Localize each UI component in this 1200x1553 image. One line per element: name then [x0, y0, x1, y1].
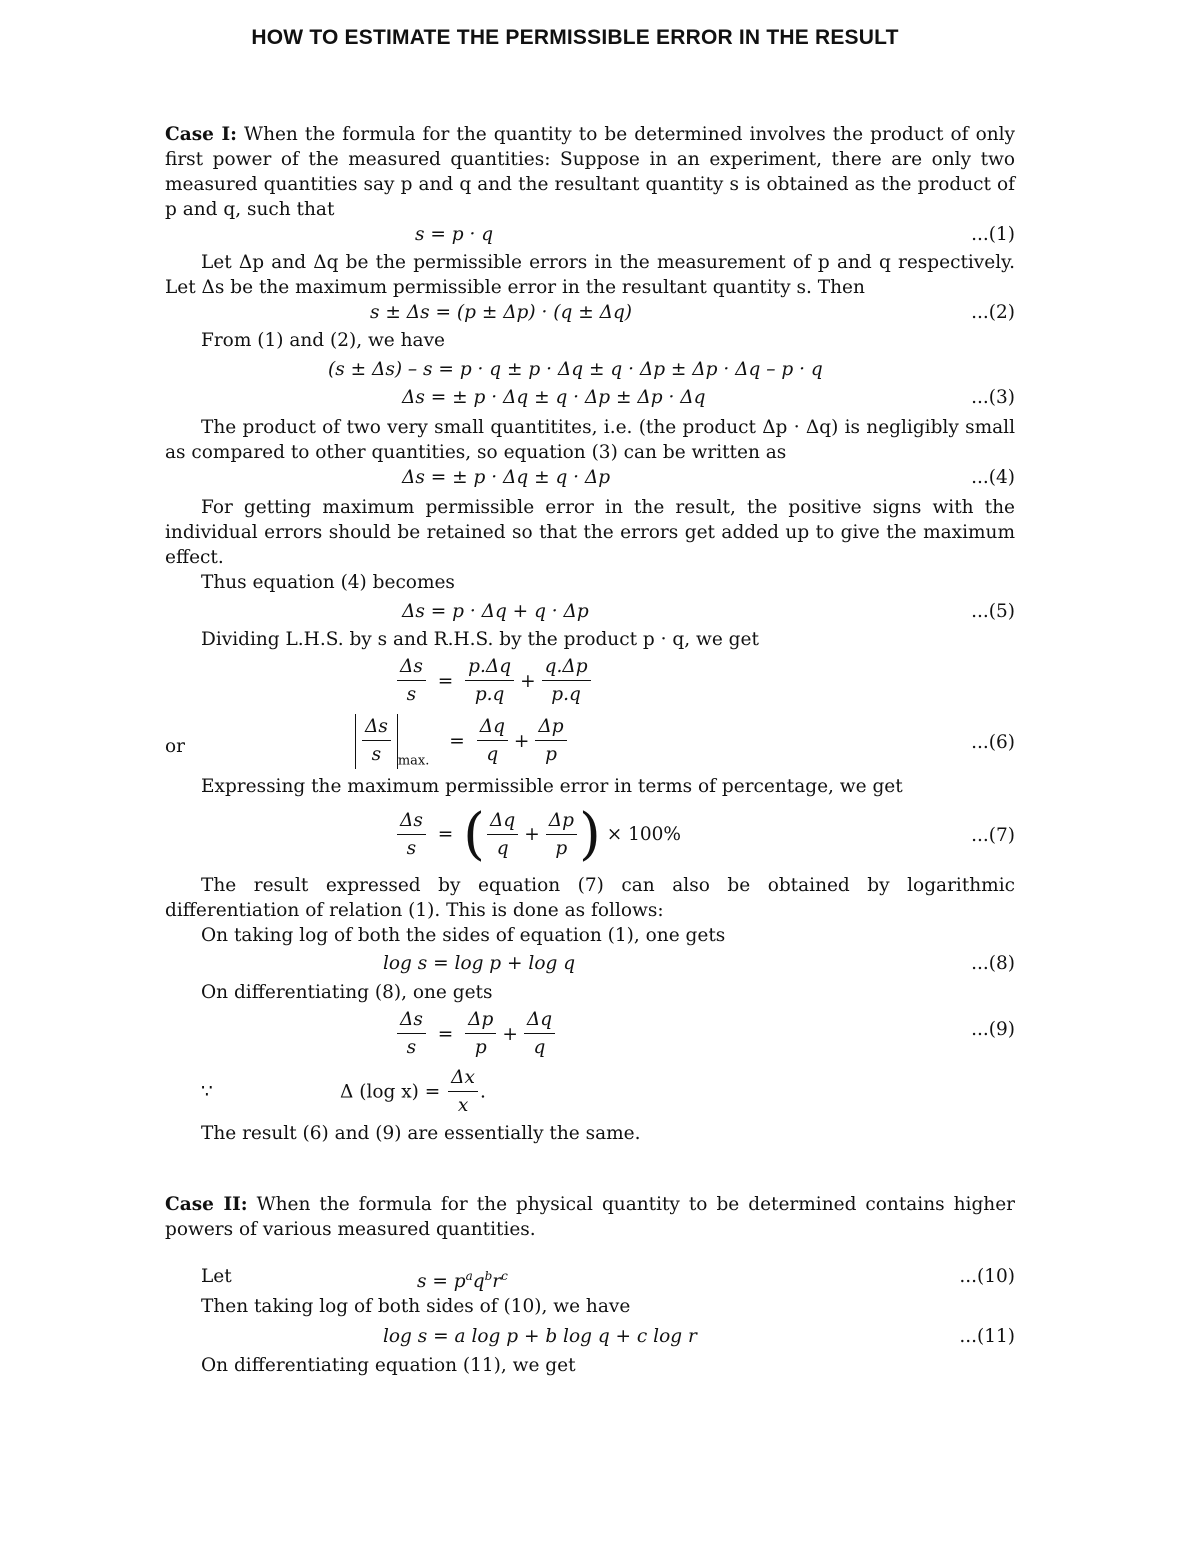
paragraph: On taking log of both the sides of equation (1), one gets	[201, 925, 726, 946]
exponent-c: c	[501, 1269, 508, 1283]
or-label: or	[165, 736, 185, 757]
equation-5-number: ...(5)	[971, 601, 1015, 622]
eq10-r: r	[492, 1271, 502, 1293]
fraction-numerator: Δq	[477, 714, 508, 741]
percent-factor: × 100%	[606, 824, 681, 845]
fraction-numerator: Δp	[465, 1007, 496, 1034]
fraction-numerator: Δs	[397, 808, 426, 835]
equation-3a-body: (s ± Δs) – s = p · q ± p · Δq ± q · Δp ± Δp · Δq – p · q	[328, 359, 823, 380]
equation-1-number: ...(1)	[971, 224, 1015, 245]
paragraph: The result expressed by equation (7) can also be obtained by logarithmic differentiation of relation (1). This is done as follows:	[165, 875, 1015, 921]
eq10-q: q	[472, 1271, 485, 1293]
equation-11-body: log s = a log p + b log q + c log r	[383, 1326, 697, 1347]
equation-7-body: $\frac{\Delta s}{s}$ = ( $\frac{\Delta q}{q}$ + $\frac{\Delta p}{p}$ ) × 100%	[395, 807, 681, 863]
paragraph: On differentiating (8), one gets	[201, 982, 493, 1003]
eq10-base: s = p	[417, 1271, 466, 1293]
paragraph: Then taking log of both sides of (10), we have	[201, 1296, 631, 1317]
paragraph: From (1) and (2), we have	[201, 330, 445, 351]
equation-9-body: $\frac{\Delta s}{s}$ = $\frac{\Delta p}{p}$ + $\frac{\Delta q}{q}$	[395, 1007, 557, 1062]
equation-7	[165, 799, 1015, 873]
equation-9	[165, 1005, 1015, 1065]
exponent-a: a	[465, 1269, 473, 1283]
equation-division-body: $\frac{\Delta s}{s}$ = $\frac{p.\Delta q}{p.q}$ + $\frac{q.\Delta p}{p.q}$	[395, 654, 593, 709]
fraction-denominator: p.q	[551, 684, 581, 705]
case-2-intro	[165, 1192, 1015, 1242]
let-label: Let	[201, 1266, 232, 1287]
equation-division	[165, 652, 1015, 712]
because-line	[165, 1065, 1015, 1121]
equation-8-body: log s = log p + log q	[383, 953, 576, 974]
equation-6-number: ...(6)	[971, 732, 1015, 753]
fraction-denominator: s	[371, 744, 382, 765]
case-1-intro-text: When the formula for the quantity to be determined involves the product of only first power of the measured quantities: Suppose in an experiment, there are only two measured quantities say p and q and the resultant quantity s is obtained as the product of p and q, such that	[165, 124, 1015, 220]
equation-4-body: Δs = ± p · Δq ± q · Δp	[402, 467, 611, 488]
fraction-denominator: p.q	[474, 684, 505, 705]
equation-8-number: ...(8)	[971, 953, 1015, 974]
equation-8	[165, 948, 1015, 980]
case-1-section	[165, 122, 1015, 1146]
fraction-numerator: Δs	[397, 1007, 426, 1034]
equation-11-number: ...(11)	[959, 1326, 1015, 1347]
fraction-numerator: Δp	[546, 808, 577, 835]
equation-5	[165, 595, 1015, 627]
equation-1-body: s = p · q	[415, 224, 494, 245]
equation-6-body: $\frac{\Delta s}{s}$ $_{max.}$ = $\frac{\Delta q}{q}$ + $\frac{\Delta p}{p}$	[355, 714, 569, 774]
log-identity-lhs: Δ (log x) =	[340, 1081, 441, 1103]
paragraph: Thus equation (4) becomes	[201, 572, 455, 593]
fraction-numerator: Δs	[362, 714, 391, 741]
fraction-denominator: s	[406, 837, 417, 859]
fraction-denominator: s	[406, 684, 417, 705]
fraction-numerator: Δq	[487, 808, 518, 835]
equation-1	[165, 222, 1015, 250]
fraction-numerator: Δs	[397, 654, 426, 681]
fraction-numerator: p.Δq	[465, 654, 514, 681]
paragraph: Let Δp and Δq be the permissible errors in the measurement of p and q respectively. Let Δs be the maximum permissible error in the resultant quantity s. Then	[165, 252, 1015, 298]
equation-2-body: s ± Δs = (p ± Δp) · (q ± Δq)	[370, 302, 632, 323]
equation-3	[165, 385, 1015, 415]
paragraph: On differentiating equation (11), we get	[201, 1355, 576, 1376]
page-title: HOW TO ESTIMATE THE PERMISSIBLE ERROR IN THE RESULT	[251, 26, 899, 49]
equation-9-number: ...(9)	[971, 1019, 1015, 1040]
fraction-denominator: q	[533, 1037, 546, 1058]
paragraph: Dividing L.H.S. by s and R.H.S. by the product p · q, we get	[201, 629, 759, 650]
fraction-numerator: Δq	[524, 1007, 555, 1034]
equation-10-number: ...(10)	[959, 1266, 1015, 1287]
paragraph: The product of two very small quantitites, i.e. (the product Δp · Δq) is negligibly small as compared to other quantities, so equation (3) can be written as	[165, 417, 1015, 463]
equation-4	[165, 465, 1015, 495]
equation-3-body: Δs = ± p · Δq ± q · Δp ± Δp · Δq	[402, 387, 706, 408]
equation-4-number: ...(4)	[971, 467, 1015, 488]
fraction-denominator: q	[496, 837, 509, 859]
equation-7-number: ...(7)	[971, 825, 1015, 846]
fraction-denominator: p	[474, 1037, 487, 1058]
equation-10-body	[417, 1264, 508, 1294]
case-2-intro-text: When the formula for the physical quantity to be determined contains higher powers of various measured quantities.	[165, 1194, 1015, 1240]
equation-3a	[165, 353, 1015, 385]
fraction-denominator: x	[457, 1095, 469, 1116]
fraction-denominator: p	[545, 744, 557, 765]
case-1-intro	[165, 122, 1015, 222]
equation-10	[165, 1264, 1015, 1294]
equation-2	[165, 300, 1015, 328]
exponent-b: b	[484, 1269, 493, 1283]
equation-11	[165, 1319, 1015, 1353]
paragraph: For getting maximum permissible error in the result, the positive signs with the individual errors should be retained so that the errors get added up to give the maximum effect.	[165, 497, 1015, 568]
fraction-numerator: Δx	[448, 1065, 478, 1092]
log-derivative-identity	[340, 1065, 486, 1120]
fraction-numerator: Δp	[535, 714, 566, 741]
fraction-denominator: p	[555, 837, 568, 859]
equation-5-body: Δs = p · Δq + q · Δp	[402, 601, 589, 622]
equation-6	[165, 712, 1015, 774]
fraction-denominator: q	[486, 744, 499, 765]
case-2-section	[165, 1192, 1015, 1378]
period: .	[479, 1081, 486, 1103]
equation-3-number: ...(3)	[971, 387, 1015, 408]
case-2-heading: Case II:	[165, 1194, 248, 1215]
max-subscript: max.	[397, 753, 430, 769]
because-symbol: ∵	[201, 1081, 213, 1102]
equation-2-number: ...(2)	[971, 302, 1015, 323]
case-1-heading: Case I:	[165, 124, 237, 145]
paragraph: The result (6) and (9) are essentially the same.	[201, 1123, 641, 1144]
fraction-numerator: q.Δp	[542, 654, 591, 681]
fraction-denominator: s	[406, 1037, 417, 1058]
paragraph: Expressing the maximum permissible error in terms of percentage, we get	[201, 776, 903, 797]
